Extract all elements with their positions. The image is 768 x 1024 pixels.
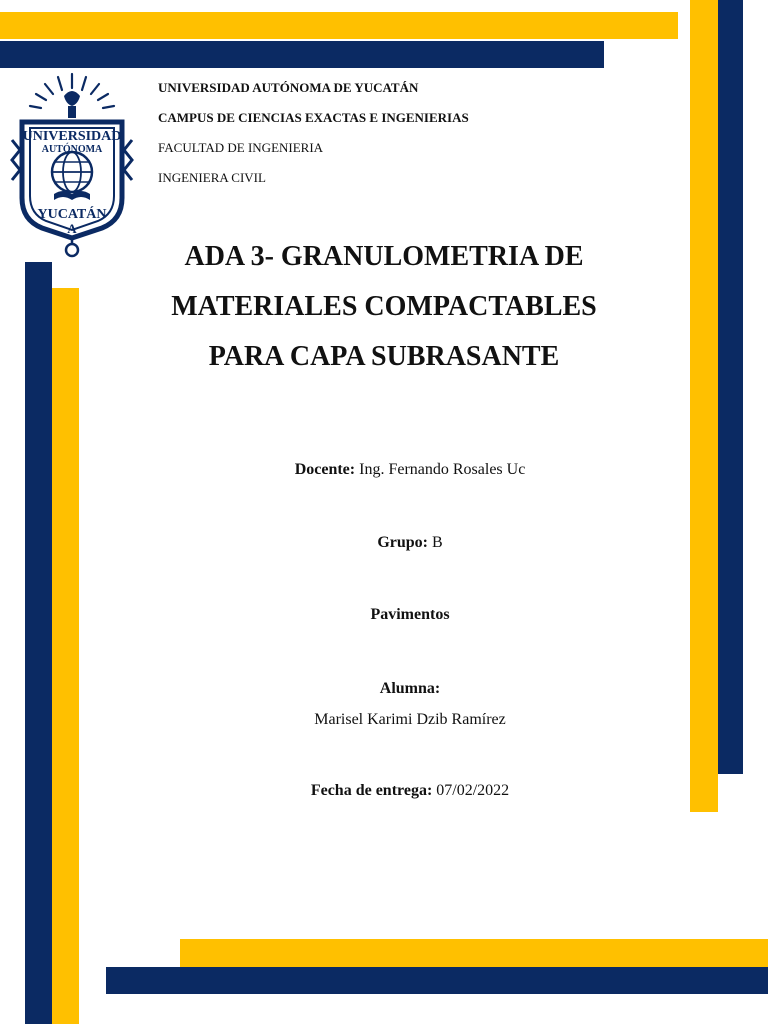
grupo-label: Grupo:	[377, 534, 428, 551]
docente-line	[220, 461, 600, 479]
title-line-2: MATERIALES COMPACTABLES	[171, 291, 597, 322]
title-line-1: ADA 3- GRANULOMETRIA DE	[184, 241, 584, 272]
document-title	[150, 232, 618, 382]
right-gold-bar	[690, 0, 718, 812]
alumna-name-line	[220, 711, 600, 729]
fecha-line	[220, 782, 600, 800]
top-navy-bar	[0, 41, 604, 68]
course-line	[220, 606, 600, 624]
seal-letter: A	[67, 221, 77, 236]
docente-value: Ing. Fernando Rosales Uc	[359, 461, 526, 478]
bottom-gold-bar	[180, 939, 768, 967]
alumna-label: Alumna:	[379, 680, 441, 697]
university-name: UNIVERSIDAD AUTÓNOMA DE YUCATÁN	[158, 80, 419, 95]
top-gold-bar	[0, 12, 678, 39]
alumna-value: Marisel Karimi Dzib Ramírez	[314, 711, 506, 728]
seal-ring-mid-text: AUTÓNOMA	[41, 144, 103, 155]
university-seal-icon	[8, 70, 136, 262]
fecha-value: 07/02/2022	[436, 782, 510, 799]
alumna-label-line	[220, 680, 600, 698]
seal-ring-bottom-text: YUCATÁN	[37, 207, 107, 222]
program-name: INGENIERA CIVIL	[158, 170, 266, 185]
course-name: Pavimentos	[370, 606, 450, 623]
fecha-label: Fecha de entrega:	[310, 782, 433, 799]
left-gold-bar	[52, 288, 79, 1024]
right-navy-bar	[718, 0, 743, 774]
campus-name: CAMPUS DE CIENCIAS EXACTAS E INGENIERIAS	[158, 110, 469, 125]
docente-label: Docente:	[294, 461, 356, 478]
title-line-3: PARA CAPA SUBRASANTE	[208, 341, 560, 372]
grupo-value: B	[432, 534, 443, 551]
bottom-navy-bar	[106, 967, 768, 994]
seal-ring-top-text: UNIVERSIDAD	[22, 129, 122, 144]
faculty-name: FACULTAD DE INGENIERIA	[158, 140, 324, 155]
left-navy-bar	[25, 262, 52, 1024]
grupo-line	[220, 534, 600, 552]
